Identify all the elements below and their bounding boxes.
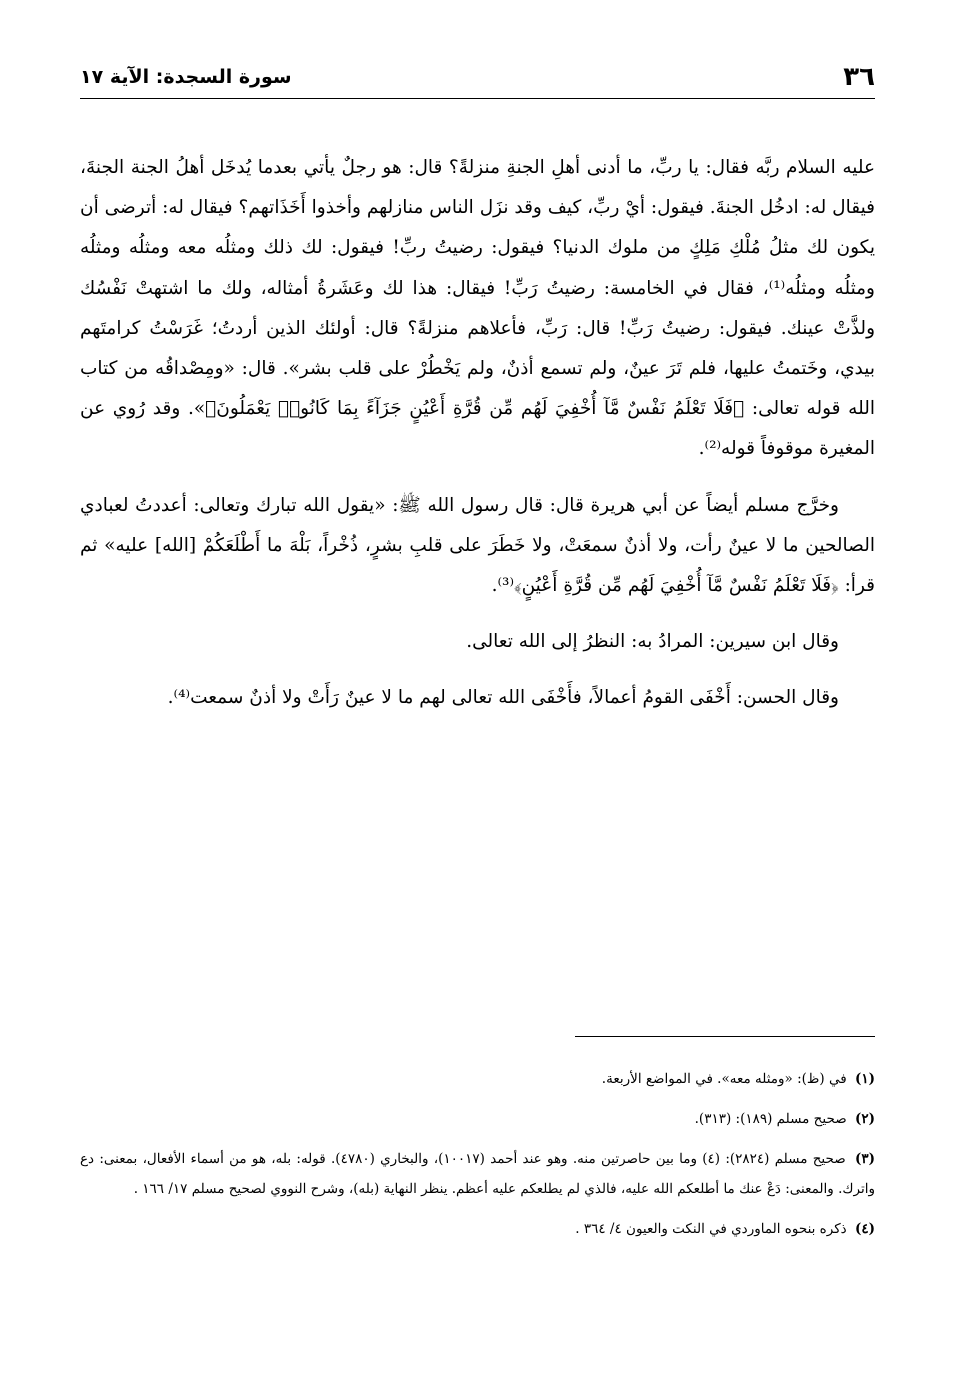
footnote-text: صحيح مسلم (١٨٩): (٣١٣). [694,1111,847,1127]
paragraph: وخرَّج مسلم أيضاً عن أبي هريرة قال: قال رسول الله ﷺ: «يقول الله تبارك وتعالى: أعددتُ لعبادي الصالحين ما لا عينٌ رأت، ولا أذنٌ سمعَتْ، ولا خَطَرَ على قلبِ بشرٍ، ذُخْراً، بَلْهَ ما أَطْلَعَكُمْ [الله] عليه» ثم قرأ: ﴿فَلَا تَعْلَمُ نَفْسٌ مَّآ أُخْفِيَ لَهُم مِّن قُرَّةِ أَعْيُنٍ﴾⁽³⁾. [80,494,875,597]
footnote-number: (٤) [854,1221,875,1237]
page-header [80,62,875,99]
footnote-number: (٢) [854,1111,875,1127]
footnote-item [80,1104,875,1134]
footnotes [80,1064,875,1254]
paragraph: وقال ابن سيرين: المرادُ به: النظرُ إلى الله تعالى. [466,631,839,653]
paragraph: وقال الحسن: أَخْفَى القومُ أعمالاً، فأَخْفَى الله تعالى لهم ما لا عينٌ رَأَتْ ولا أذنٌ سمعت⁽⁴⁾. [167,687,839,709]
footnote-item [80,1144,875,1204]
footnote-item [80,1214,875,1244]
footnote-divider [575,1036,875,1037]
footnote-number: (٣) [854,1151,875,1167]
main-text [80,148,875,735]
footnote-text: صحيح مسلم (٢٨٢٤): (٤) وما بين حاصرتين منه. وهو عند أحمد (١٠٠١٧)، والبخاري (٤٧٨٠). قوله: بله، هو من أسماء الأفعال، بمعنى: دع واترك. والمعنى: دَعْ عنك ما أطلعكم الله عليه، فالذي لم يطلعكم عليه أعظم. ينظر النهاية (بله)، وشرح النووي لصحيح مسلم ١٧/ ١٦٦ . [80,1151,875,1197]
footnote-number: (١) [854,1071,875,1087]
footnote-item [80,1064,875,1094]
paragraph: عليه السلام ربَّه فقال: يا ربِّ، ما أدنى أهلِ الجنةِ منزلةً؟ قال: هو رجلٌ يأتي بعدما يُدخَل أهلُ الجنة الجنةَ، فيقال له: ادخُل الجنةَ. فيقول: أيْ ربِّ، كيف وقد نزَل الناس منازلهم وأخذوا أَخَذَاتهم؟ فيقال له: أترضى أن يكون لك مثلُ مُلْكِ مَلِكٍ من ملوك الدنيا؟ فيقول: رضيتُ ربِّ! فيقول: لك ذلك ومثلُه معه ومثلُه ومثلُه ومثلُه ومثلُه⁽¹⁾، فقال في الخامسة: رضيتُ رَبِّ! فيقال: هذا لك وعَشَرةُ أمثاله، ولك ما اشتهتْ نَفْسُك ولذَّتْ عينك. فيقول: رضيتُ رَبِّ! قال: رَبِّ، فأعلاهم منزلةً؟ قال: أولئك الذين أردتُ؛ غَرَسْتُ كرامتَهم بيدي، وخَتمتُ عليها، فلم تَرَ عينٌ، ولم تسمع أذنٌ، ولم يَخْطُرْ على قلب بشر». قال: «ومِصْداقُه من كتاب الله قوله تعالى: ﴿فَلَا تَعْلَمُ نَفْسٌ مَّآ أُخْفِيَ لَهُم مِّن قُرَّةِ أَعْيُنٍ جَزَآءً بِمَا كَانُوا۟ يَعْمَلُونَ﴾». وقد رُوي عن المغيرة موقوفاً قوله⁽²⁾. [80,157,875,460]
page-number: ٣٦ [843,62,875,92]
footnote-text: ذكره بنحوه الماوردي في النكت والعيون ٤/ ٣٦٤ . [575,1221,847,1237]
footnote-text: في (ظ): «ومثله معه». في المواضع الأربعة. [601,1071,847,1087]
running-title: سورة السجدة: الآية ١٧ [80,66,292,88]
